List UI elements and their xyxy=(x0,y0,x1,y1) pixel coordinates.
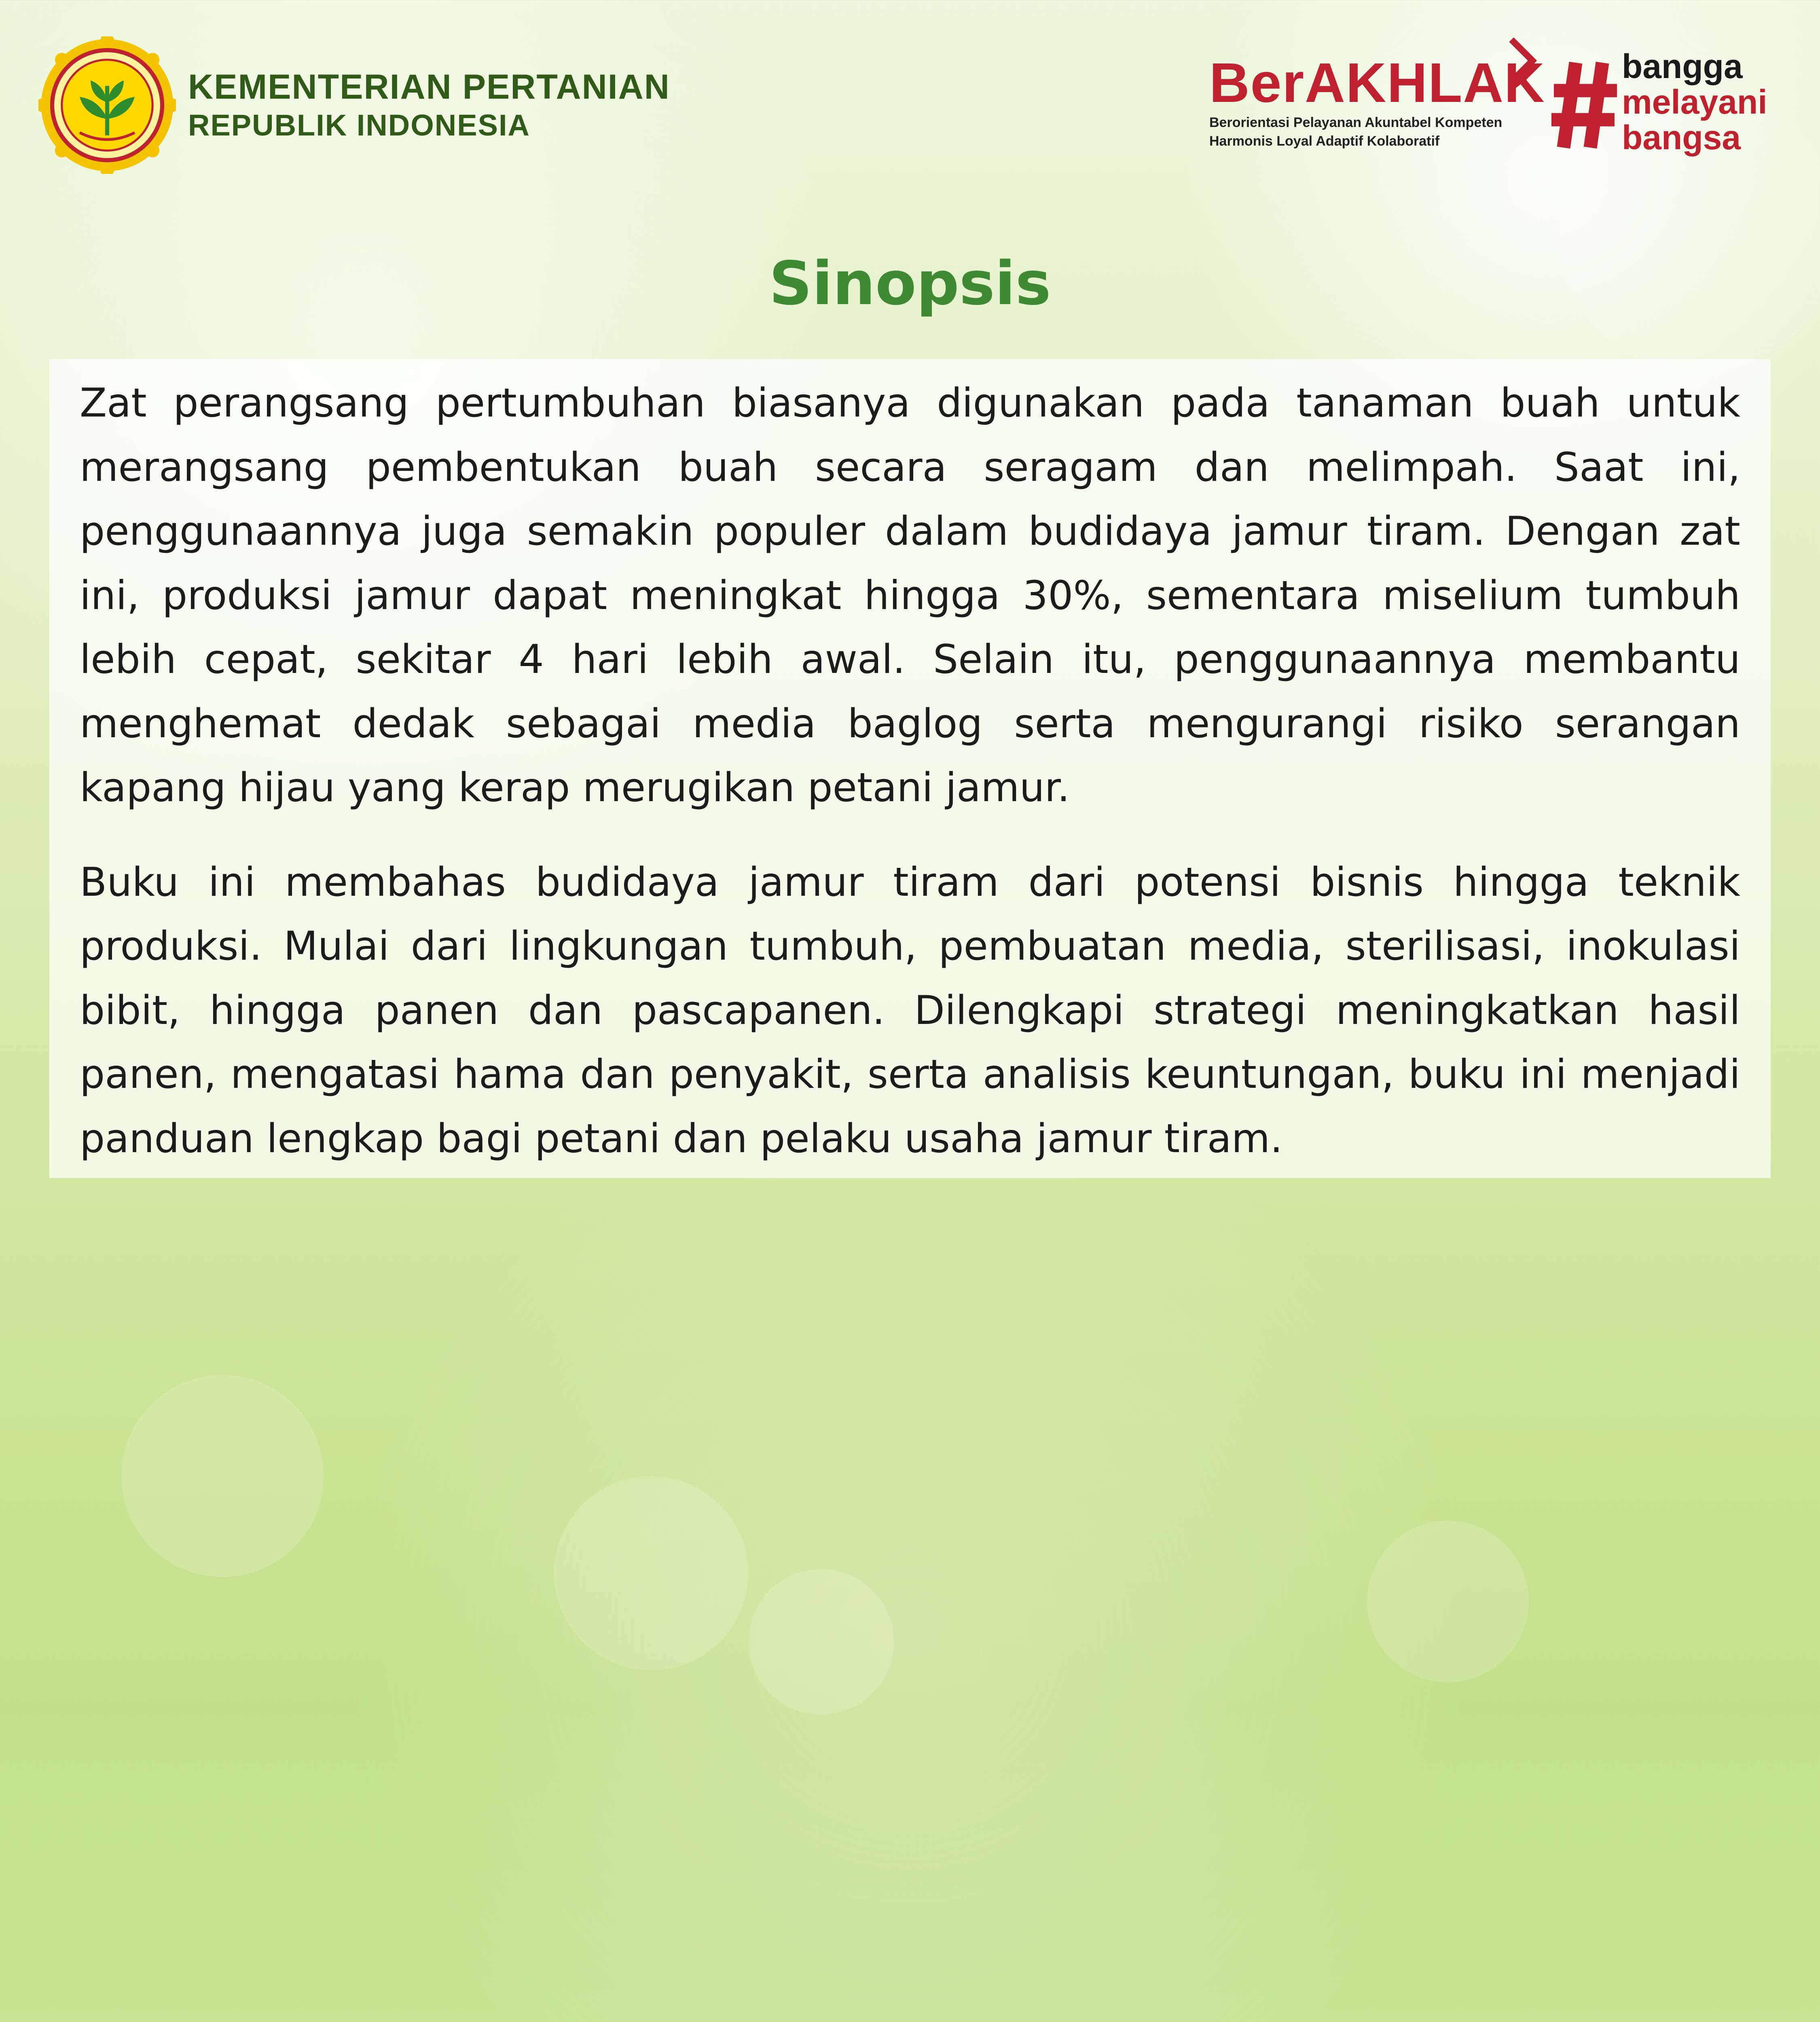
ministry-emblem-icon xyxy=(38,36,176,174)
bangga-word: bangga xyxy=(1622,47,1743,85)
berakhlak-title: BerAKHLAK xyxy=(1209,52,1545,114)
synopsis-panel xyxy=(49,359,1771,1178)
berakhlak-subtitle-1: Berorientasi Pelayanan Akuntabel Kompeten xyxy=(1209,115,1503,130)
bokeh-light xyxy=(121,1375,324,1577)
bokeh-light xyxy=(748,1569,894,1715)
bangga-melayani-bangsa-logo xyxy=(1549,49,1800,166)
bokeh-light xyxy=(554,1476,748,1670)
bokeh-light xyxy=(1367,1521,1529,1682)
chevron-right-icon xyxy=(1507,36,1539,85)
synopsis-paragraph-2: Buku ini membahas budidaya jamur tiram dari potensi bisnis hingga teknik produksi. Mulai dari lingkungan tumbuh, pembuatan media, sterilisasi, inokulasi bibit, hingga panen dan pascapanen. Dilengkapi strategi meningkatkan hasil panen, mengatasi hama dan penyakit, serta analisis keuntungan, buku ini menjadi panduan lengkap bagi petani dan pelaku usaha jamur tiram. xyxy=(80,859,1740,1162)
bangsa-word: bangsa xyxy=(1622,118,1741,157)
berakhlak-logo xyxy=(1209,52,1545,158)
page-title: Sinopsis xyxy=(769,249,1051,318)
hashtag-icon xyxy=(1549,57,1622,154)
synopsis-paragraph-1: Zat perangsang pertumbuhan biasanya digunakan pada tanaman buah untuk merangsang pembentukan buah secara seragam dan melimpah. Saat ini, penggunaannya juga semakin populer dalam budidaya jamur tiram. Dengan zat ini, produksi jamur dapat meningkat hingga 30%, sementara miselium tumbuh lebih cepat, sekitar 4 hari lebih awal. Selain itu, penggunaannya membantu menghemat dedak sebagai media baglog serta mengurangi risiko serangan kapang hijau yang kerap merugikan petani jamur. xyxy=(80,380,1740,811)
ministry-country: REPUBLIK INDONESIA xyxy=(188,108,530,142)
melayani-word: melayani xyxy=(1622,83,1767,121)
berakhlak-subtitle-2: Harmonis Loyal Adaptif Kolaboratif xyxy=(1209,133,1440,149)
ministry-name: KEMENTERIAN PERTANIAN xyxy=(188,68,670,106)
ministry-header xyxy=(38,36,670,174)
